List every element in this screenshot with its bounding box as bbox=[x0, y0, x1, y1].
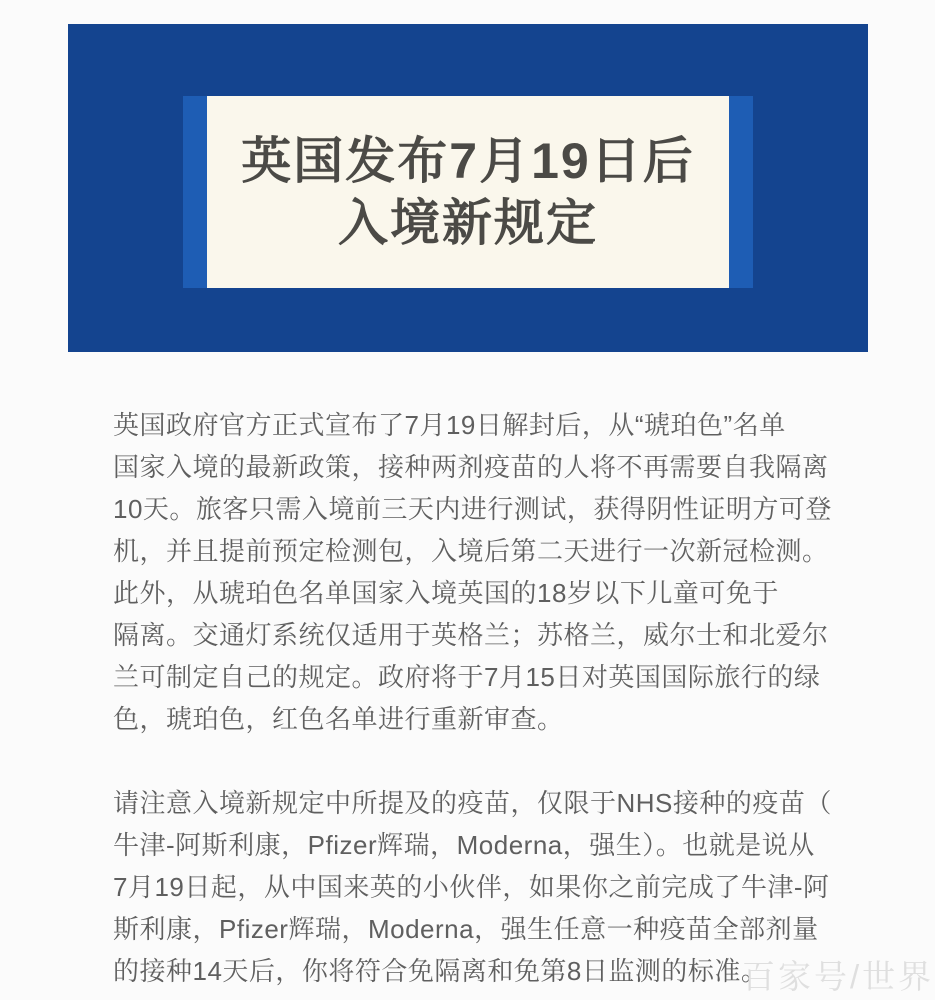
text-line: 斯利康，Pfizer辉瑞，Moderna，强生任意一种疫苗全部剂量 bbox=[113, 914, 819, 944]
watermark: 百家号/世界 bbox=[742, 958, 935, 995]
text-line: 隔离。交通灯系统仅适用于英格兰；苏格兰，威尔士和北爱尔 bbox=[113, 620, 829, 650]
paragraph-2 bbox=[113, 782, 845, 992]
text-line: 此外，从琥珀色名单国家入境英国的18岁以下儿童可免于 bbox=[113, 578, 779, 608]
title-card bbox=[207, 96, 729, 288]
text-line: 色，琥珀色，红色名单进行重新审查。 bbox=[113, 704, 564, 734]
article-body bbox=[113, 404, 845, 992]
paragraph-1 bbox=[113, 404, 845, 740]
text-line: 兰可制定自己的规定。政府将于7月15日对英国国际旅行的绿 bbox=[113, 662, 821, 692]
title-card-accent bbox=[183, 96, 753, 288]
banner-title-line-1: 英国发布7月19日后 bbox=[241, 133, 695, 189]
text-line: 的接种14天后，你将符合免隔离和免第8日监测的标准。 bbox=[113, 956, 768, 986]
text-line: 英国政府官方正式宣布了7月19日解封后，从“琥珀色”名单 bbox=[113, 410, 786, 440]
text-line: 国家入境的最新政策，接种两剂疫苗的人将不再需要自我隔离 bbox=[113, 452, 829, 482]
text-line: 牛津-阿斯利康，Pfizer辉瑞，Moderna，强生）。也就是说从 bbox=[113, 830, 815, 860]
header-banner bbox=[68, 24, 868, 352]
banner-title-line-2: 入境新规定 bbox=[338, 195, 598, 251]
text-line: 7月19日起，从中国来英的小伙伴，如果你之前完成了牛津-阿 bbox=[113, 872, 830, 902]
text-line: 机，并且提前预定检测包，入境后第二天进行一次新冠检测。 bbox=[113, 536, 829, 566]
text-line: 10天。旅客只需入境前三天内进行测试，获得阴性证明方可登 bbox=[113, 494, 832, 524]
text-line: 请注意入境新规定中所提及的疫苗，仅限于NHS接种的疫苗（ bbox=[113, 788, 832, 818]
